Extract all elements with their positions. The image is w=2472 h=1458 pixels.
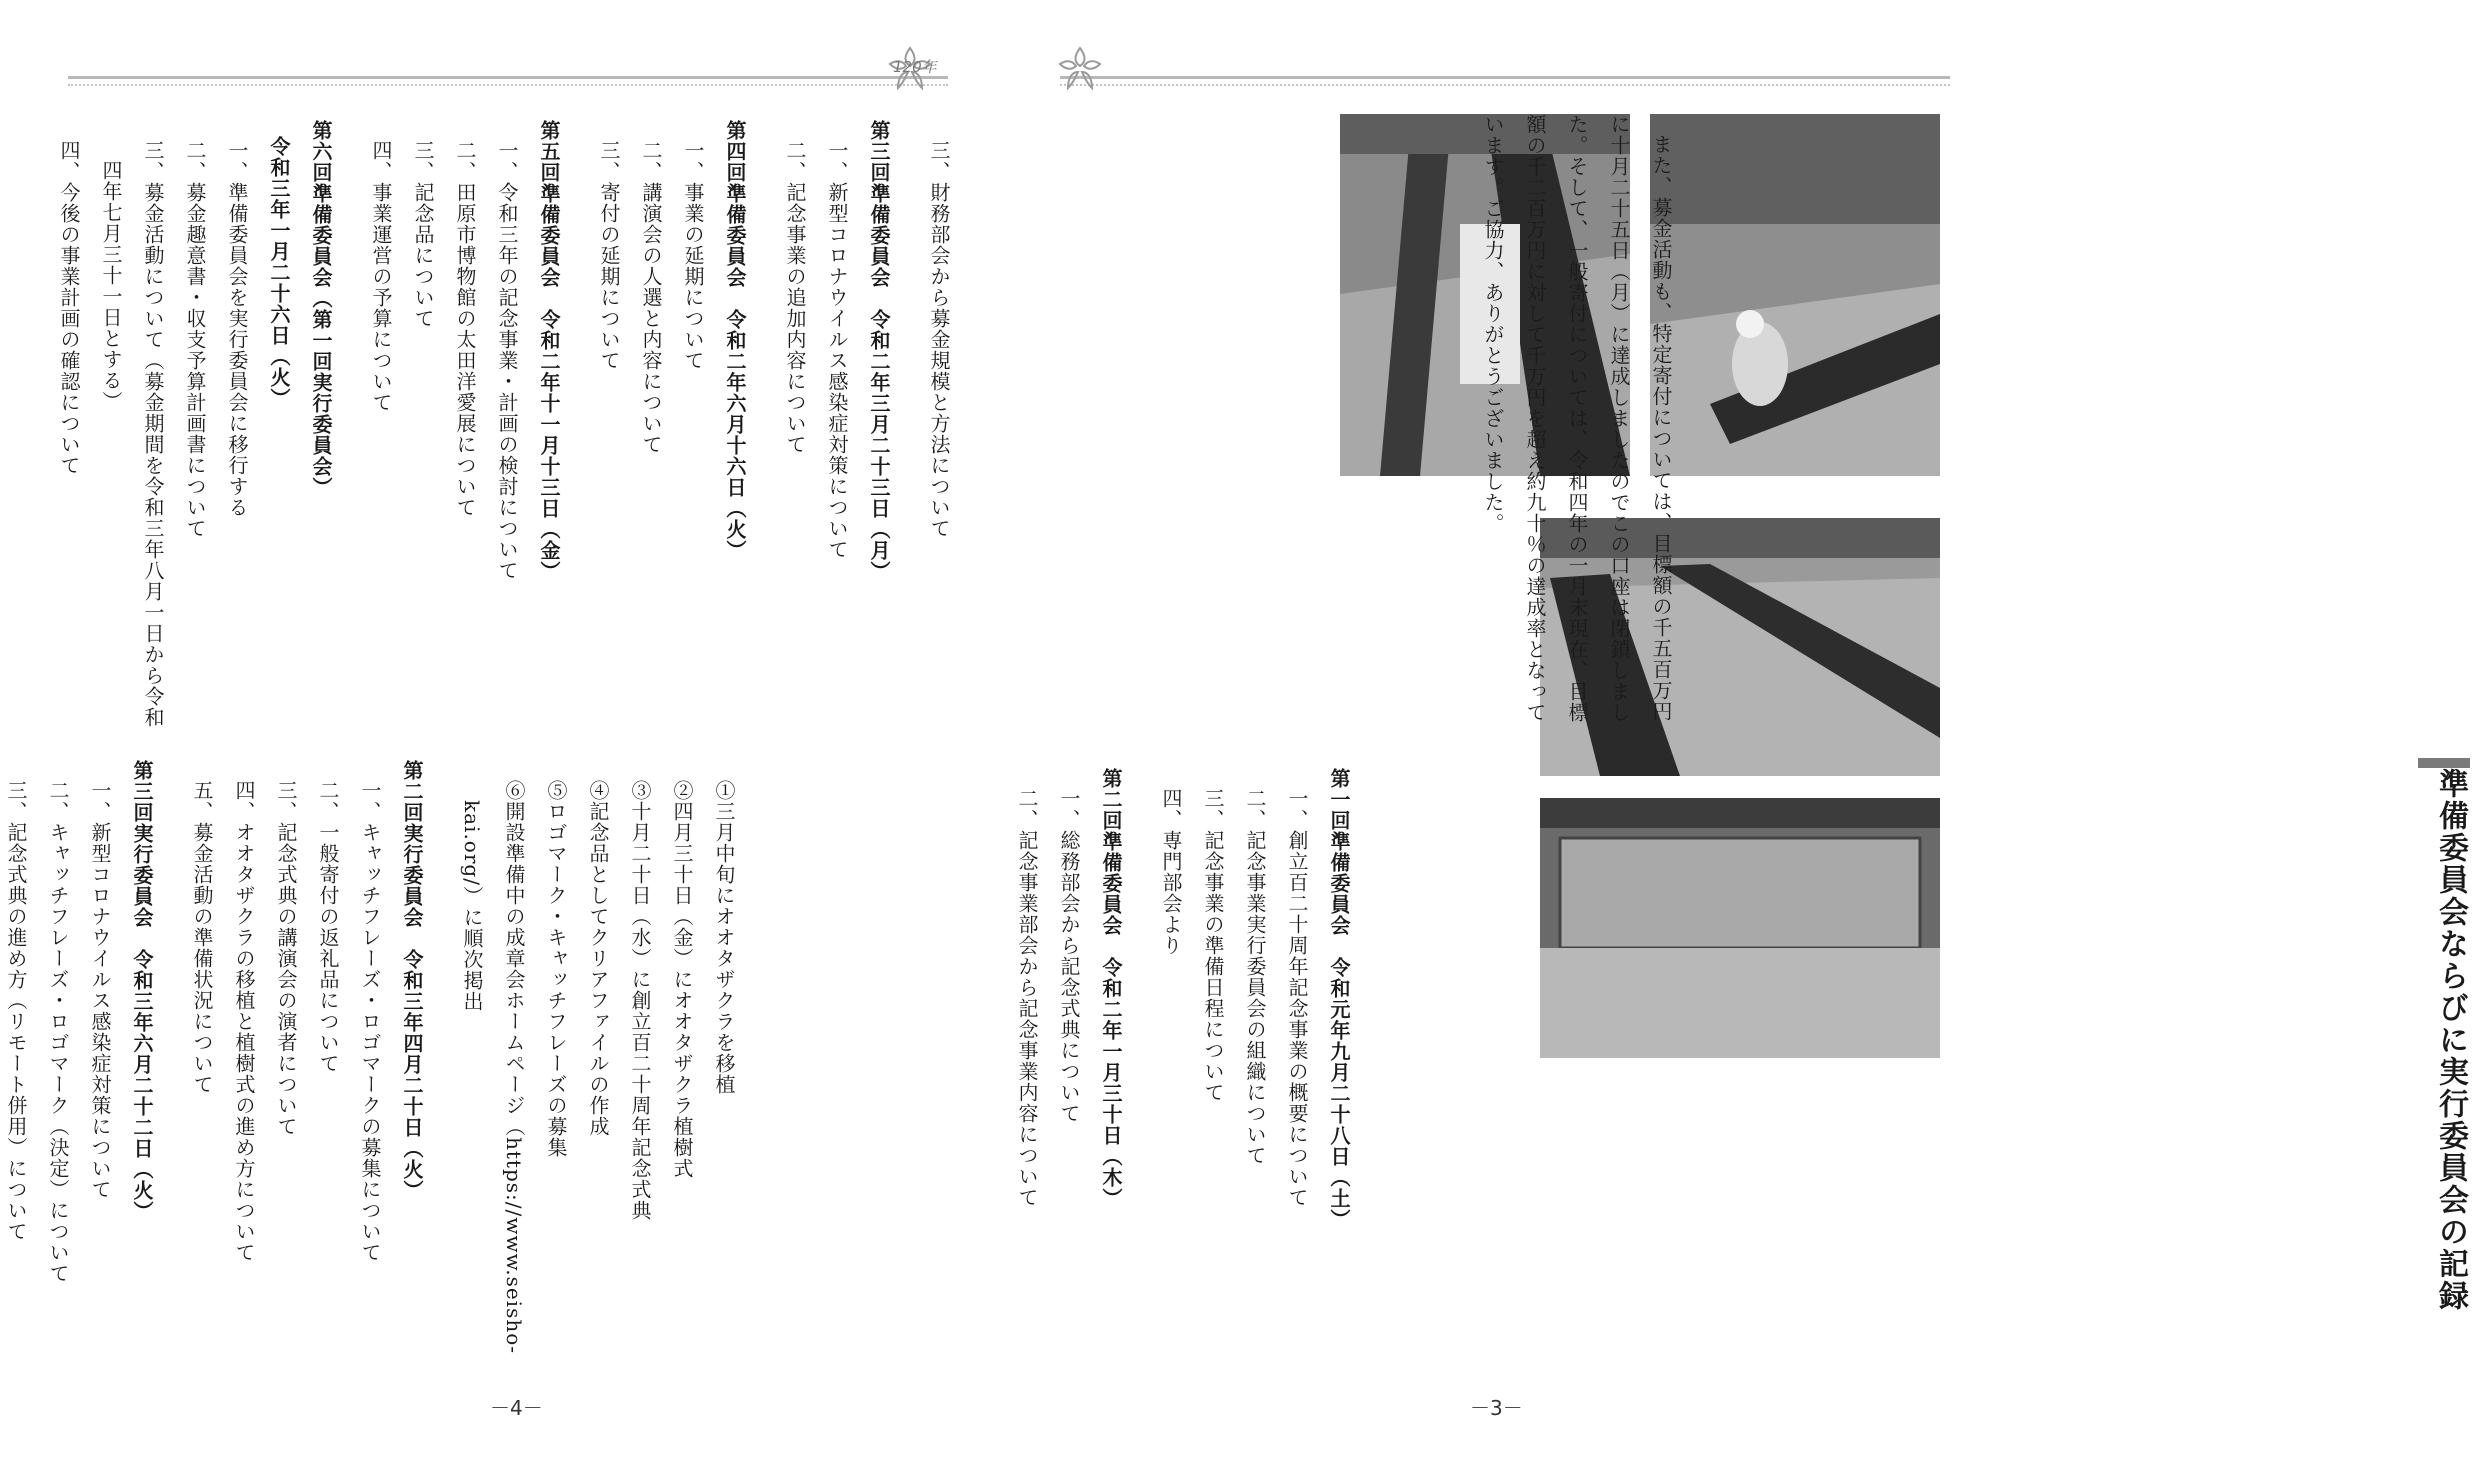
text-line: 四、今後の事業計画の確認について xyxy=(57,140,81,476)
left-bottom-text-block xyxy=(0,760,745,1389)
photo-stage-curtain xyxy=(1540,798,1940,1058)
text-line: 三、記念式典の進め方（リモート併用）について xyxy=(4,780,28,1242)
column-gap xyxy=(900,120,918,728)
text-line: 一、総務部会から記念式典について xyxy=(1057,788,1081,1124)
text-line: 二、記念事業の追加内容について xyxy=(783,140,807,455)
cherry-blossom-icon xyxy=(1050,40,1110,100)
text-line: 一、準備委員会を実行委員会に移行する xyxy=(225,140,249,518)
title-accent-bar xyxy=(2418,758,2470,768)
right-top-text-block xyxy=(1472,114,1682,723)
text-line: ⑥開設準備中の成章会ホームページ（https://www.seisho- xyxy=(502,780,526,1355)
text-line: 一、令和三年の記念事業・計画の検討について xyxy=(495,140,519,581)
photo-worker-banner xyxy=(1650,114,1940,476)
header-dots xyxy=(68,84,948,86)
text-line: 二、キャッチフレーズ・ロゴマーク（決定）について xyxy=(46,780,70,1284)
header-rule xyxy=(1060,76,1950,79)
text-line: 三、募金活動について（募金期間を令和三年八月一日から令和 xyxy=(141,140,165,728)
text-line: 四、事業運営の予算について xyxy=(369,140,393,413)
text-line: た。そして、一般寄付については、令和四年の一月末現在、目標 xyxy=(1565,114,1589,723)
text-line: 二、講演会の人選と内容について xyxy=(639,140,663,455)
text-line: 二、一般寄付の返礼品について xyxy=(316,780,340,1074)
page-number: －4－ xyxy=(490,1396,543,1420)
text-line: 二、記念事業実行委員会の組織について xyxy=(1243,788,1267,1166)
section-title: 準備委員会ならびに実行委員会の記録 xyxy=(2433,768,2468,1312)
text-line: また、募金活動も、特定寄付については、目標額の千五百万円 xyxy=(1649,134,1673,722)
meeting-heading: 第二回準備委員会 令和二年一月三十日（木） xyxy=(1099,768,1123,1209)
header-rule xyxy=(68,76,948,79)
text-line: 二、記念事業部会から記念事業内容について xyxy=(1015,788,1039,1208)
text-line: 三、記念品について xyxy=(411,140,435,329)
text-line: ①三月中旬にオオタザクラを移植 xyxy=(712,780,736,1095)
text-line: 一、創立百二十周年記念事業の概要について xyxy=(1285,788,1309,1208)
text-line: います。ご協力、ありがとうございました。 xyxy=(1481,114,1505,534)
meeting-heading: 第三回実行委員会 令和三年六月二十二日（火） xyxy=(130,760,154,1222)
column-gap xyxy=(163,760,181,1389)
left-page xyxy=(0,0,1000,1458)
text-line: kai.org/）に順次掲出 xyxy=(460,800,484,1012)
column-gap xyxy=(1132,768,1150,1230)
text-line: ⑤ロゴマーク・キャッチフレーズの募集 xyxy=(544,780,568,1158)
text-line: 一、キャッチフレーズ・ロゴマークの募集について xyxy=(358,780,382,1263)
meeting-heading: 第二回実行委員会 令和三年四月二十日（火） xyxy=(400,760,424,1201)
meeting-heading: 第三回準備委員会 令和二年三月二十三日（月） xyxy=(867,120,891,582)
right-bottom-text-block xyxy=(1006,768,1360,1230)
text-line: 三、記念事業の準備日程について xyxy=(1201,788,1225,1103)
text-line: 二、募金趣意書・収支予算計画書について xyxy=(183,140,207,539)
text-line: に十月二十五日（月）に達成しましたのでこの口座は閉鎖しまし xyxy=(1607,114,1631,723)
text-line: ④記念品としてクリアファイルの作成 xyxy=(586,780,610,1137)
meeting-heading: 第六回準備委員会（第一回実行委員会） xyxy=(309,120,333,498)
meeting-heading: 第四回準備委員会 令和二年六月十六日（火） xyxy=(723,120,747,561)
text-line: 一、新型コロナウイルス感染症対策について xyxy=(88,780,112,1200)
header-dots xyxy=(1060,84,1950,86)
meeting-heading: 令和三年一月二十六日（火） xyxy=(267,136,291,409)
column-gap xyxy=(756,120,774,728)
text-line: 四年七月三十一日とする） xyxy=(99,160,123,412)
page-number: －3－ xyxy=(1470,1396,1523,1420)
text-line: 二、田原市博物館の太田洋愛展について xyxy=(453,140,477,518)
meeting-heading: 第一回準備委員会 令和元年九月二十八日（土） xyxy=(1327,768,1351,1230)
column-gap xyxy=(433,760,451,1389)
text-line: 四、オオタザクラの移植と植樹式の進め方について xyxy=(232,780,256,1263)
text-line: 三、記念式典の講演会の演者について xyxy=(274,780,298,1137)
text-line: 三、寄付の延期について xyxy=(597,140,621,371)
text-line: 一、事業の延期について xyxy=(681,140,705,371)
text-line: 一、新型コロナウイルス感染症対策について xyxy=(825,140,849,560)
header-tag: 120年 xyxy=(893,58,937,76)
text-line: ③十月二十日（水）に創立百二十周年記念式典 xyxy=(628,780,652,1221)
column-gap xyxy=(342,120,360,728)
meeting-heading: 第五回準備委員会 令和二年十一月十三日（金） xyxy=(537,120,561,582)
left-top-text-block xyxy=(48,120,960,728)
text-line: 三、財務部会から募金規模と方法について xyxy=(927,140,951,539)
text-line: 五、募金活動の準備状況について xyxy=(190,780,214,1095)
text-line: 額の千二百万円に対して千万円を超え約九十％の達成率となって xyxy=(1523,114,1547,723)
text-line: ②四月三十日（金）にオオタザクラ植樹式 xyxy=(670,780,694,1179)
text-line: 四、専門部会より xyxy=(1159,788,1183,956)
column-gap xyxy=(570,120,588,728)
right-page xyxy=(1000,0,2468,1458)
